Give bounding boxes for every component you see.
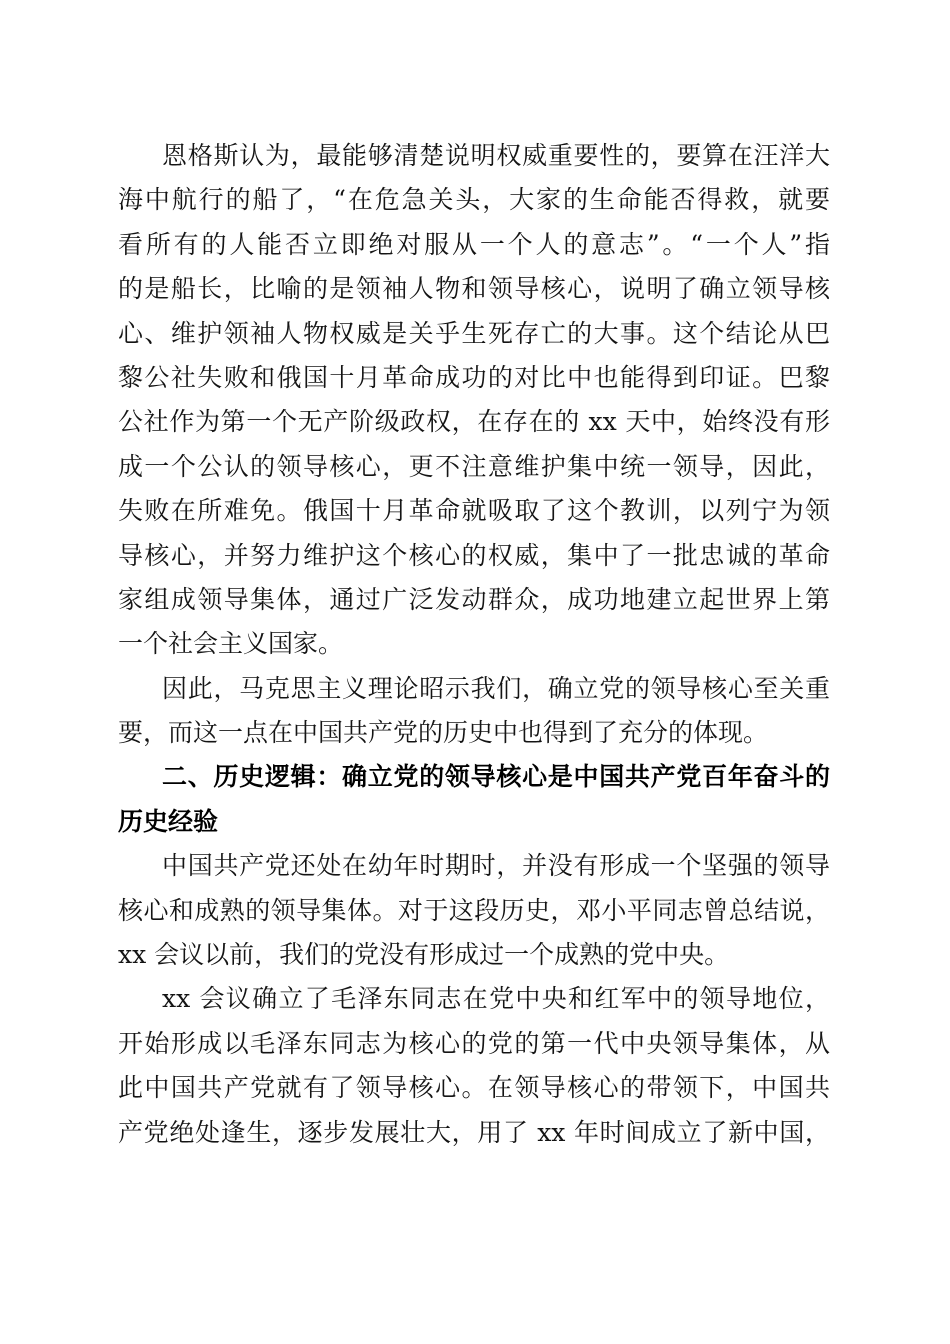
paragraph [118, 134, 830, 667]
text-line: 此中国共产党就有了领导核心。在领导核心的带领下，中国共 [118, 1073, 830, 1103]
heading-line: 二、历史逻辑：确立党的领导核心是中国共产党百年奋斗的 [162, 762, 830, 792]
paragraph [118, 844, 830, 977]
paragraph [118, 667, 830, 756]
text-line: 黎公社失败和俄国十月革命成功的对比中也能得到印证。巴黎 [118, 362, 830, 392]
text-line: 恩格斯认为，最能够清楚说明权威重要性的，要算在汪洋大 [162, 141, 830, 170]
text-line: 的是船长，比喻的是领袖人物和领导核心，说明了确立领导核 [118, 274, 830, 304]
text-line: 中国共产党还处在幼年时期时，并没有形成一个坚强的领导 [162, 851, 830, 881]
text-line: 看所有的人能否立即绝对服从一个人的意志”。“一个人”指 [118, 229, 830, 259]
text-line: xx 会议确立了毛泽东同志在党中央和红军中的领导地位， [162, 984, 830, 1014]
paragraph [118, 977, 830, 1155]
text-line: 海中航行的船了，“在危急关头，大家的生命能否得救，就要 [118, 185, 830, 215]
text-line: 一个社会主义国家。 [118, 629, 344, 659]
text-line: 心、维护领袖人物权威是关乎生死存亡的大事。这个结论从巴 [118, 318, 830, 348]
text-line: 成一个公认的领导核心，更不注意维护集中统一领导，因此， [118, 451, 830, 481]
text-line: 开始形成以毛泽东同志为核心的党的第一代中央领导集体，从 [118, 1028, 830, 1058]
section-heading [118, 755, 830, 844]
text-line: 导核心，并努力维护这个核心的权威，集中了一批忠诚的革命 [118, 540, 830, 570]
document-body [118, 134, 830, 1155]
text-line: 要，而这一点在中国共产党的历史中也得到了充分的体现。 [118, 718, 769, 748]
heading-line: 历史经验 [118, 806, 219, 836]
text-line: 因此，马克思主义理论昭示我们，确立党的领导核心至关重 [162, 673, 830, 703]
text-line: xx 会议以前，我们的党没有形成过一个成熟的党中央。 [118, 940, 730, 970]
text-line: 失败在所难免。俄国十月革命就吸取了这个教训，以列宁为领 [118, 496, 830, 526]
text-line: 产党绝处逢生，逐步发展壮大，用了 xx 年时间成立了新中国， [118, 1117, 830, 1147]
text-line: 核心和成熟的领导集体。对于这段历史，邓小平同志曾总结说， [118, 895, 830, 925]
text-line: 公社作为第一个无产阶级政权，在存在的 xx 天中，始终没有形 [118, 407, 830, 437]
text-line: 家组成领导集体，通过广泛发动群众，成功地建立起世界上第 [118, 584, 830, 614]
